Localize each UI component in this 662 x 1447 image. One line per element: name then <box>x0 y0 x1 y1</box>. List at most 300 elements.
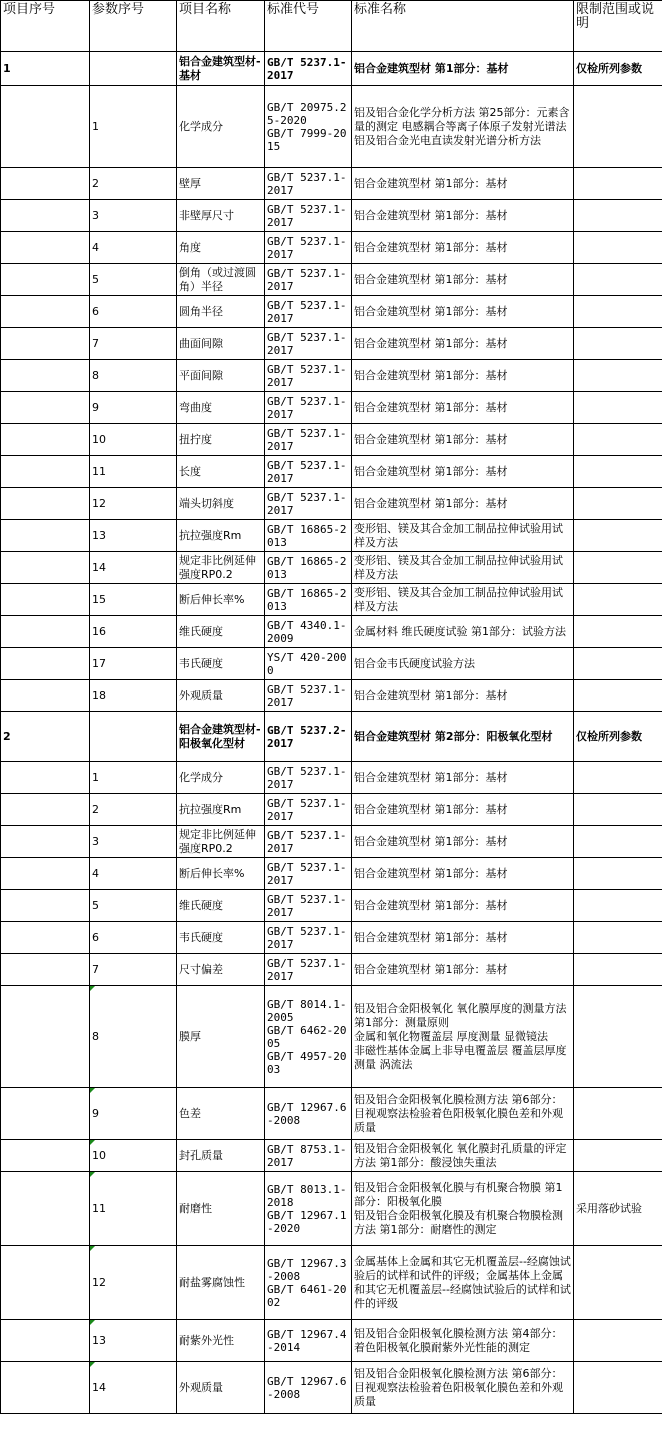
row-note <box>574 1246 662 1320</box>
row-note <box>574 168 662 200</box>
row-note <box>574 520 662 552</box>
row-standard-code-line: GB/T 4957-2003 <box>267 1049 347 1076</box>
row-param-no: 8 <box>90 986 177 1088</box>
table-row <box>1 1088 662 1140</box>
section-name: 铝合金建筑型材-基材 <box>177 52 265 86</box>
row-standard-code <box>265 520 352 552</box>
row-standard-code-line: GB/T 20975.25-2020 <box>267 100 347 127</box>
row-standard-name-line: 铝及铝合金阳极氧化膜检测方法 第6部分：目视观察法检验着色阳极氧化膜色差和外观质量 <box>354 1092 563 1134</box>
row-item-name: 耐磨性 <box>177 1172 265 1246</box>
row-param-no: 15 <box>90 584 177 616</box>
section-note: 仅检所列参数 <box>574 712 662 762</box>
row-item-name: 色差 <box>177 1088 265 1140</box>
row-standard-name <box>352 1172 574 1246</box>
row-note <box>574 794 662 826</box>
row-param-no: 13 <box>90 1320 177 1362</box>
header-note: 限制范围或说明 <box>574 1 662 52</box>
row-standard-name <box>352 922 574 954</box>
row-standard-name <box>352 552 574 584</box>
row-standard-name <box>352 296 574 328</box>
row-standard-code <box>265 890 352 922</box>
row-standard-code <box>265 1140 352 1172</box>
row-item-no <box>1 1246 90 1320</box>
row-item-name: 壁厚 <box>177 168 265 200</box>
row-standard-name-line: 铝合金韦氏硬度试验方法 <box>354 656 475 670</box>
row-param-no: 14 <box>90 552 177 584</box>
row-standard-name-line: 铝及铝合金阳极氧化膜与有机聚合物膜 第1部分：阳极氧化膜 <box>354 1180 563 1208</box>
row-standard-name <box>352 826 574 858</box>
table-row <box>1 648 662 680</box>
row-standard-code-line: GB/T 12967.6-2008 <box>267 1374 347 1401</box>
row-standard-code <box>265 762 352 794</box>
row-standard-code <box>265 488 352 520</box>
section-code-line: GB/T 5237.1-2017 <box>267 55 347 82</box>
row-note <box>574 424 662 456</box>
row-standard-code <box>265 456 352 488</box>
row-item-name: 断后伸长率% <box>177 584 265 616</box>
row-standard-name-line: 铝合金建筑型材 第1部分：基材 <box>354 336 508 350</box>
row-param-no: 7 <box>90 328 177 360</box>
header-param-no: 参数序号 <box>90 1 177 52</box>
header-standard-code: 标准代号 <box>265 1 352 52</box>
row-note <box>574 954 662 986</box>
row-item-no <box>1 86 90 168</box>
table-row <box>1 762 662 794</box>
row-item-name: 端头切斜度 <box>177 488 265 520</box>
row-param-no: 18 <box>90 680 177 712</box>
row-standard-code <box>265 392 352 424</box>
row-param-no: 9 <box>90 392 177 424</box>
table-row <box>1 794 662 826</box>
row-standard-code-line: GB/T 5237.1-2017 <box>267 924 347 951</box>
row-note <box>574 392 662 424</box>
row-param-no: 16 <box>90 616 177 648</box>
row-standard-code <box>265 1320 352 1362</box>
row-item-no <box>1 1088 90 1140</box>
row-item-no <box>1 1140 90 1172</box>
row-standard-code-line: GB/T 5237.1-2017 <box>267 362 347 389</box>
row-standard-name <box>352 794 574 826</box>
row-standard-name <box>352 1246 574 1320</box>
row-standard-code-line: GB/T 6462-2005 <box>267 1023 347 1050</box>
row-standard-name-line: 铝合金建筑型材 第1部分：基材 <box>354 304 508 318</box>
row-standard-code <box>265 922 352 954</box>
row-standard-code-line: GB/T 16865-2013 <box>267 522 347 549</box>
table-row <box>1 424 662 456</box>
row-note <box>574 1362 662 1414</box>
row-item-no <box>1 890 90 922</box>
table-row <box>1 616 662 648</box>
row-note <box>574 762 662 794</box>
row-item-no <box>1 680 90 712</box>
row-standard-name <box>352 328 574 360</box>
row-item-no <box>1 826 90 858</box>
table-row <box>1 488 662 520</box>
row-param-no: 5 <box>90 890 177 922</box>
row-standard-name-line: 变形铝、镁及其合金加工制品拉伸试验用试样及方法 <box>354 521 563 549</box>
row-item-name: 规定非比例延伸强度RP0.2 <box>177 552 265 584</box>
header-standard-name: 标准名称 <box>352 1 574 52</box>
table-row <box>1 1172 662 1246</box>
row-standard-code <box>265 424 352 456</box>
row-standard-name <box>352 648 574 680</box>
table-row <box>1 954 662 986</box>
section-name: 铝合金建筑型材-阳极氧化型材 <box>177 712 265 762</box>
row-standard-code-line: GB/T 5237.1-2017 <box>267 394 347 421</box>
row-item-no <box>1 424 90 456</box>
row-item-no <box>1 552 90 584</box>
table-row <box>1 890 662 922</box>
row-standard-name-line: 铝及铝合金化学分析方法 第25部分：元素含量的测定 电感耦合等离子体原子发射光谱法 <box>354 105 570 133</box>
row-param-no: 12 <box>90 1246 177 1320</box>
row-item-no <box>1 520 90 552</box>
row-param-no: 10 <box>90 424 177 456</box>
row-standard-code-line: GB/T 12967.4-2014 <box>267 1327 347 1354</box>
row-item-name: 封孔质量 <box>177 1140 265 1172</box>
row-item-name: 维氏硬度 <box>177 616 265 648</box>
row-standard-name-line: 金属材料 维氏硬度试验 第1部分：试验方法 <box>354 624 566 638</box>
section-item-no: 2 <box>1 712 90 762</box>
row-param-no: 5 <box>90 264 177 296</box>
row-standard-name-line: 非磁性基体金属上非导电覆盖层 覆盖层厚度测量 涡流法 <box>354 1043 567 1071</box>
section-row <box>1 52 662 86</box>
row-standard-code-line: GB/T 5237.1-2017 <box>267 860 347 887</box>
row-param-no: 17 <box>90 648 177 680</box>
row-note <box>574 1088 662 1140</box>
row-item-no <box>1 858 90 890</box>
row-item-no <box>1 922 90 954</box>
row-standard-code-line: GB/T 7999-2015 <box>267 126 347 153</box>
row-standard-code-line: GB/T 5237.1-2017 <box>267 490 347 517</box>
row-standard-name-line: 铝合金建筑型材 第1部分：基材 <box>354 962 508 976</box>
row-standard-code-line: GB/T 16865-2013 <box>267 554 347 581</box>
row-param-no: 13 <box>90 520 177 552</box>
row-standard-name-line: 铝及铝合金阳极氧化 氧化膜厚度的测量方法 第1部分：测量原则 <box>354 1001 567 1029</box>
row-item-no <box>1 264 90 296</box>
row-standard-name-line: 变形铝、镁及其合金加工制品拉伸试验用试样及方法 <box>354 585 563 613</box>
row-standard-code <box>265 296 352 328</box>
row-standard-name <box>352 392 574 424</box>
section-standard <box>352 52 574 86</box>
row-standard-code-line: GB/T 5237.1-2017 <box>267 796 347 823</box>
row-note <box>574 488 662 520</box>
row-standard-code <box>265 360 352 392</box>
row-note <box>574 232 662 264</box>
table-row <box>1 552 662 584</box>
section-code <box>265 52 352 86</box>
row-standard-name-line: 铝合金建筑型材 第1部分：基材 <box>354 834 508 848</box>
table-body <box>1 1 662 1414</box>
row-note <box>574 552 662 584</box>
row-item-no <box>1 392 90 424</box>
row-param-no: 14 <box>90 1362 177 1414</box>
row-item-name: 尺寸偏差 <box>177 954 265 986</box>
row-standard-code <box>265 1362 352 1414</box>
row-item-no <box>1 168 90 200</box>
row-item-no <box>1 232 90 264</box>
row-standard-code <box>265 264 352 296</box>
table-row <box>1 392 662 424</box>
table-row <box>1 200 662 232</box>
row-standard-name <box>352 360 574 392</box>
row-standard-code-line: GB/T 5237.1-2017 <box>267 202 347 229</box>
row-standard-name-line: 铝合金建筑型材 第1部分：基材 <box>354 770 508 784</box>
section-row <box>1 712 662 762</box>
row-standard-code-line: GB/T 12967.1-2020 <box>267 1208 347 1235</box>
row-standard-name-line: 铝及铝合金阳极氧化膜检测方法 第6部分：目视观察法检验着色阳极氧化膜色差和外观质量 <box>354 1366 563 1408</box>
row-standard-name <box>352 424 574 456</box>
row-param-no: 3 <box>90 826 177 858</box>
row-standard-name <box>352 520 574 552</box>
table-row <box>1 1140 662 1172</box>
row-standard-name <box>352 86 574 168</box>
row-param-no: 10 <box>90 1140 177 1172</box>
row-standard-code <box>265 1172 352 1246</box>
row-standard-code <box>265 584 352 616</box>
row-standard-code <box>265 954 352 986</box>
row-item-name: 长度 <box>177 456 265 488</box>
row-item-no <box>1 762 90 794</box>
row-note <box>574 1140 662 1172</box>
row-item-name: 外观质量 <box>177 680 265 712</box>
row-standard-name-line: 铝及铝合金阳极氧化 氧化膜封孔质量的评定方法 第1部分：酸浸蚀失重法 <box>354 1141 567 1169</box>
row-standard-name-line: 铝及铝合金阳极氧化膜及有机聚合物膜检测方法 第1部分：耐磨性的测定 <box>354 1208 563 1236</box>
row-standard-name-line: 铝合金建筑型材 第1部分：基材 <box>354 802 508 816</box>
row-standard-code <box>265 552 352 584</box>
row-item-name: 膜厚 <box>177 986 265 1088</box>
row-standard-name-line: 铝合金建筑型材 第1部分：基材 <box>354 866 508 880</box>
row-item-no <box>1 986 90 1088</box>
row-item-name: 化学成分 <box>177 762 265 794</box>
row-note <box>574 922 662 954</box>
row-standard-code <box>265 232 352 264</box>
table-row <box>1 86 662 168</box>
row-note <box>574 680 662 712</box>
row-standard-name-line: 金属基体上金属和其它无机覆盖层--经腐蚀试验后的试样和试件的评级；金属基体上金属和其它无机覆盖层--经腐蚀试验后的试样和试件的评级 <box>354 1254 571 1310</box>
row-standard-code-line: GB/T 5237.1-2017 <box>267 298 347 325</box>
row-standard-name <box>352 954 574 986</box>
row-item-no <box>1 296 90 328</box>
row-standard-name-line: 铝合金建筑型材 第1部分：基材 <box>354 176 508 190</box>
row-standard-code-line: GB/T 5237.1-2017 <box>267 170 347 197</box>
row-param-no: 1 <box>90 762 177 794</box>
row-standard-name <box>352 1362 574 1414</box>
row-item-name: 弯曲度 <box>177 392 265 424</box>
row-standard-code <box>265 1246 352 1320</box>
row-standard-name <box>352 680 574 712</box>
row-item-no <box>1 200 90 232</box>
section-code-line: GB/T 5237.2-2017 <box>267 723 347 750</box>
row-item-name: 耐紫外光性 <box>177 1320 265 1362</box>
row-note <box>574 826 662 858</box>
row-note <box>574 360 662 392</box>
row-standard-name <box>352 488 574 520</box>
row-standard-name-line: 变形铝、镁及其合金加工制品拉伸试验用试样及方法 <box>354 553 563 581</box>
row-standard-name <box>352 1088 574 1140</box>
row-param-no: 6 <box>90 922 177 954</box>
row-standard-name-line: 铝及铝合金光电直读发射光谱分析方法 <box>354 133 541 147</box>
row-param-no: 1 <box>90 86 177 168</box>
row-standard-code <box>265 648 352 680</box>
table-row <box>1 584 662 616</box>
row-standard-name-line: 铝合金建筑型材 第1部分：基材 <box>354 240 508 254</box>
row-standard-name-line: 铝合金建筑型材 第1部分：基材 <box>354 688 508 702</box>
row-note <box>574 986 662 1088</box>
row-standard-name-line: 铝合金建筑型材 第1部分：基材 <box>354 496 508 510</box>
row-item-name: 曲面间隙 <box>177 328 265 360</box>
table-row <box>1 680 662 712</box>
row-note <box>574 456 662 488</box>
section-item-no: 1 <box>1 52 90 86</box>
row-note <box>574 890 662 922</box>
row-param-no: 4 <box>90 858 177 890</box>
row-standard-name <box>352 986 574 1088</box>
row-standard-name <box>352 168 574 200</box>
row-standard-name <box>352 584 574 616</box>
row-item-name: 扭拧度 <box>177 424 265 456</box>
row-standard-code-line: GB/T 5237.1-2017 <box>267 764 347 791</box>
table-row <box>1 360 662 392</box>
table-row <box>1 1320 662 1362</box>
row-note: 采用落砂试验 <box>574 1172 662 1246</box>
row-param-no: 12 <box>90 488 177 520</box>
table-row <box>1 296 662 328</box>
row-item-no <box>1 360 90 392</box>
row-standard-code <box>265 680 352 712</box>
row-standard-name <box>352 616 574 648</box>
row-note <box>574 648 662 680</box>
row-item-name: 角度 <box>177 232 265 264</box>
row-param-no: 4 <box>90 232 177 264</box>
row-standard-name <box>352 1320 574 1362</box>
row-standard-code-line: GB/T 5237.1-2017 <box>267 426 347 453</box>
row-standard-code <box>265 794 352 826</box>
row-standard-name <box>352 762 574 794</box>
row-item-no <box>1 1362 90 1414</box>
row-standard-code-line: GB/T 6461-2002 <box>267 1282 347 1309</box>
row-standard-name-line: 铝合金建筑型材 第1部分：基材 <box>354 368 508 382</box>
row-item-no <box>1 794 90 826</box>
row-standard-name-line: 铝合金建筑型材 第1部分：基材 <box>354 898 508 912</box>
row-standard-code-line: GB/T 5237.1-2017 <box>267 682 347 709</box>
row-note <box>574 86 662 168</box>
row-param-no: 6 <box>90 296 177 328</box>
table-row <box>1 328 662 360</box>
table-row <box>1 264 662 296</box>
row-param-no: 11 <box>90 456 177 488</box>
row-note <box>574 264 662 296</box>
row-standard-name <box>352 456 574 488</box>
row-param-no: 8 <box>90 360 177 392</box>
row-note <box>574 584 662 616</box>
row-standard-code-line: GB/T 12967.6-2008 <box>267 1100 347 1127</box>
section-standard-line: 铝合金建筑型材 第1部分：基材 <box>354 61 509 75</box>
table-row <box>1 922 662 954</box>
row-standard-name-line: 铝合金建筑型材 第1部分：基材 <box>354 432 508 446</box>
row-item-name: 倒角（或过渡圆角）半径 <box>177 264 265 296</box>
row-item-name: 韦氏硬度 <box>177 922 265 954</box>
row-param-no: 2 <box>90 168 177 200</box>
row-param-no: 2 <box>90 794 177 826</box>
row-note <box>574 200 662 232</box>
row-note <box>574 296 662 328</box>
row-standard-code-line: GB/T 5237.1-2017 <box>267 330 347 357</box>
table-row <box>1 1246 662 1320</box>
table-row <box>1 232 662 264</box>
section-param-no <box>90 712 177 762</box>
table-row <box>1 1362 662 1414</box>
row-standard-code <box>265 616 352 648</box>
row-standard-name <box>352 1140 574 1172</box>
header-row <box>1 1 662 52</box>
section-standard <box>352 712 574 762</box>
row-standard-name <box>352 200 574 232</box>
row-item-no <box>1 616 90 648</box>
row-item-name: 断后伸长率% <box>177 858 265 890</box>
row-standard-name-line: 金属和氧化物覆盖层 厚度测量 显微镜法 <box>354 1029 548 1043</box>
row-standard-code <box>265 826 352 858</box>
row-standard-code-line: GB/T 4340.1-2009 <box>267 618 347 645</box>
row-standard-code-line: GB/T 16865-2013 <box>267 586 347 613</box>
row-param-no: 9 <box>90 1088 177 1140</box>
table-row <box>1 520 662 552</box>
row-note <box>574 328 662 360</box>
row-standard-name <box>352 232 574 264</box>
row-item-no <box>1 456 90 488</box>
row-standard-code <box>265 328 352 360</box>
row-standard-code <box>265 1088 352 1140</box>
row-standard-code <box>265 200 352 232</box>
row-item-no <box>1 648 90 680</box>
row-standard-code-line: GB/T 12967.3-2008 <box>267 1256 347 1283</box>
row-standard-name <box>352 858 574 890</box>
row-param-no: 7 <box>90 954 177 986</box>
row-standard-name-line: 铝合金建筑型材 第1部分：基材 <box>354 208 508 222</box>
row-item-name: 非壁厚尺寸 <box>177 200 265 232</box>
row-item-name: 规定非比例延伸强度RP0.2 <box>177 826 265 858</box>
table-row <box>1 456 662 488</box>
row-standard-name-line: 铝合金建筑型材 第1部分：基材 <box>354 464 508 478</box>
row-note <box>574 1320 662 1362</box>
row-standard-code-line: GB/T 5237.1-2017 <box>267 458 347 485</box>
row-standard-name-line: 铝合金建筑型材 第1部分：基材 <box>354 400 508 414</box>
row-item-name: 耐盐雾腐蚀性 <box>177 1246 265 1320</box>
table-row <box>1 986 662 1088</box>
row-standard-code <box>265 86 352 168</box>
table-row <box>1 168 662 200</box>
row-note <box>574 616 662 648</box>
row-standard-code <box>265 168 352 200</box>
row-item-no <box>1 488 90 520</box>
row-standard-code-line: GB/T 5237.1-2017 <box>267 234 347 261</box>
row-item-name: 平面间隙 <box>177 360 265 392</box>
section-standard-line: 铝合金建筑型材 第2部分：阳极氧化型材 <box>354 729 553 743</box>
row-standard-code-line: YS/T 420-2000 <box>267 650 347 677</box>
row-standard-code-line: GB/T 5237.1-2017 <box>267 956 347 983</box>
row-item-no <box>1 328 90 360</box>
row-item-name: 圆角半径 <box>177 296 265 328</box>
row-standard-code-line: GB/T 8014.1-2005 <box>267 997 347 1024</box>
row-item-name: 韦氏硬度 <box>177 648 265 680</box>
section-param-no <box>90 52 177 86</box>
row-param-no: 3 <box>90 200 177 232</box>
row-standard-code-line: GB/T 8753.1-2017 <box>267 1142 347 1169</box>
row-item-name: 化学成分 <box>177 86 265 168</box>
header-item-name: 项目名称 <box>177 1 265 52</box>
row-item-name: 外观质量 <box>177 1362 265 1414</box>
section-note: 仅检所列参数 <box>574 52 662 86</box>
row-item-no <box>1 954 90 986</box>
